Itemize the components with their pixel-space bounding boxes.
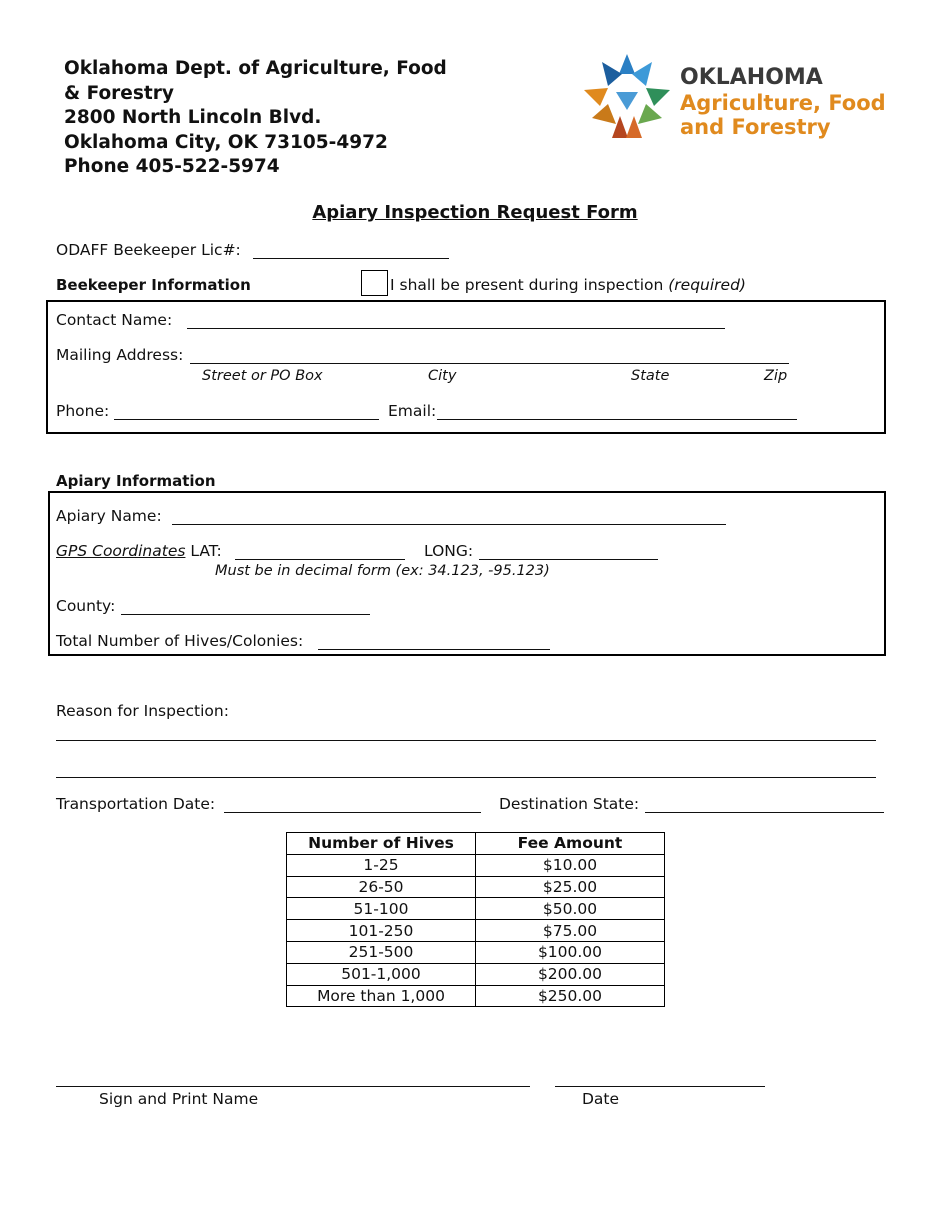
- present-text: I shall be present during inspection: [390, 276, 664, 294]
- transport-date-input[interactable]: [224, 812, 481, 813]
- fee-table-header: [287, 833, 665, 855]
- signature-input[interactable]: [56, 1086, 530, 1087]
- gps-row: [56, 541, 222, 561]
- table-row: [287, 854, 665, 876]
- transport-date-label: Transportation Date:: [56, 795, 216, 813]
- apiary-heading: Apiary Information: [56, 472, 216, 490]
- fee-amount-cell: $10.00: [476, 854, 665, 876]
- county-label: County:: [56, 597, 116, 615]
- fee-amount-cell: $250.00: [476, 985, 665, 1007]
- fee-hives-cell: 101-250: [287, 920, 476, 942]
- lat-input[interactable]: [235, 559, 405, 560]
- county-input[interactable]: [121, 614, 370, 615]
- gps-link[interactable]: GPS Coordinates: [56, 542, 186, 560]
- fee-amount-cell: $200.00: [476, 963, 665, 985]
- long-input[interactable]: [479, 559, 658, 560]
- logo-word-forestry: and Forestry: [680, 115, 831, 139]
- fee-hives-cell: 251-500: [287, 941, 476, 963]
- fee-hives-cell: 26-50: [287, 876, 476, 898]
- total-hives-label: Total Number of Hives/Colonies:: [56, 632, 304, 650]
- lat-label: LAT:: [190, 542, 222, 560]
- email-input[interactable]: [437, 419, 797, 420]
- agency-street: 2800 North Lincoln Blvd.: [64, 107, 322, 128]
- apiary-name-label: Apiary Name:: [56, 507, 162, 525]
- fee-hives-cell: 501-1,000: [287, 963, 476, 985]
- agency-address-block: [64, 57, 447, 180]
- table-row: [287, 985, 665, 1007]
- email-label: Email:: [388, 402, 437, 420]
- form-title: Apiary Inspection Request Form: [312, 202, 638, 223]
- sub-zip: Zip: [764, 368, 788, 384]
- date-input[interactable]: [555, 1086, 765, 1087]
- fee-amount-cell: $75.00: [476, 920, 665, 942]
- mailing-address-label: Mailing Address:: [56, 346, 184, 364]
- agency-phone: Phone 405-522-5974: [64, 156, 280, 177]
- odaff-logo: [582, 50, 892, 145]
- fee-header-amount: Fee Amount: [476, 833, 665, 855]
- contact-name-label: Contact Name:: [56, 311, 173, 329]
- reason-input-line1[interactable]: [56, 740, 876, 741]
- destination-state-input[interactable]: [645, 812, 884, 813]
- sign-print-label: Sign and Print Name: [99, 1090, 259, 1108]
- sub-street: Street or PO Box: [202, 368, 323, 384]
- fee-hives-cell: 51-100: [287, 898, 476, 920]
- logo-word-oklahoma: OKLAHOMA: [680, 65, 823, 90]
- present-checkbox[interactable]: [361, 270, 388, 296]
- fee-hives-cell: More than 1,000: [287, 985, 476, 1007]
- total-hives-input[interactable]: [318, 649, 550, 650]
- sub-city: City: [428, 368, 457, 384]
- mailing-address-input[interactable]: [190, 363, 789, 364]
- sub-state: State: [631, 368, 670, 384]
- fee-amount-cell: $100.00: [476, 941, 665, 963]
- agency-name-line1: Oklahoma Dept. of Agriculture, Food: [64, 58, 447, 79]
- table-row: [287, 876, 665, 898]
- logo-word-agriculture: Agriculture, Food: [680, 91, 886, 115]
- date-label: Date: [582, 1090, 620, 1108]
- agency-name-line2: & Forestry: [64, 82, 174, 104]
- fee-amount-cell: $25.00: [476, 876, 665, 898]
- reason-input-line2[interactable]: [56, 777, 876, 778]
- reason-label: Reason for Inspection:: [56, 702, 229, 720]
- fee-header-hives: Number of Hives: [287, 833, 476, 855]
- phone-input[interactable]: [114, 419, 379, 420]
- fee-table: [286, 832, 665, 1007]
- beekeeper-heading: Beekeeper Information: [56, 276, 251, 294]
- fee-hives-cell: 1-25: [287, 854, 476, 876]
- star-emblem-icon: [582, 52, 672, 144]
- destination-state-label: Destination State:: [499, 795, 640, 813]
- apiary-name-input[interactable]: [172, 524, 726, 525]
- fee-amount-cell: $50.00: [476, 898, 665, 920]
- table-row: [287, 963, 665, 985]
- table-row: [287, 941, 665, 963]
- long-label: LONG:: [424, 542, 474, 560]
- table-row: [287, 920, 665, 942]
- table-row: [287, 898, 665, 920]
- present-statement: [390, 275, 746, 295]
- gps-format-note: Must be in decimal form (ex: 34.123, -95.123): [215, 563, 550, 579]
- agency-city: Oklahoma City, OK 73105-4972: [64, 131, 388, 153]
- license-input[interactable]: [253, 258, 449, 259]
- license-label: ODAFF Beekeeper Lic#:: [56, 241, 241, 259]
- present-required-note: (required): [668, 276, 746, 294]
- phone-label: Phone:: [56, 402, 110, 420]
- contact-name-input[interactable]: [187, 328, 725, 329]
